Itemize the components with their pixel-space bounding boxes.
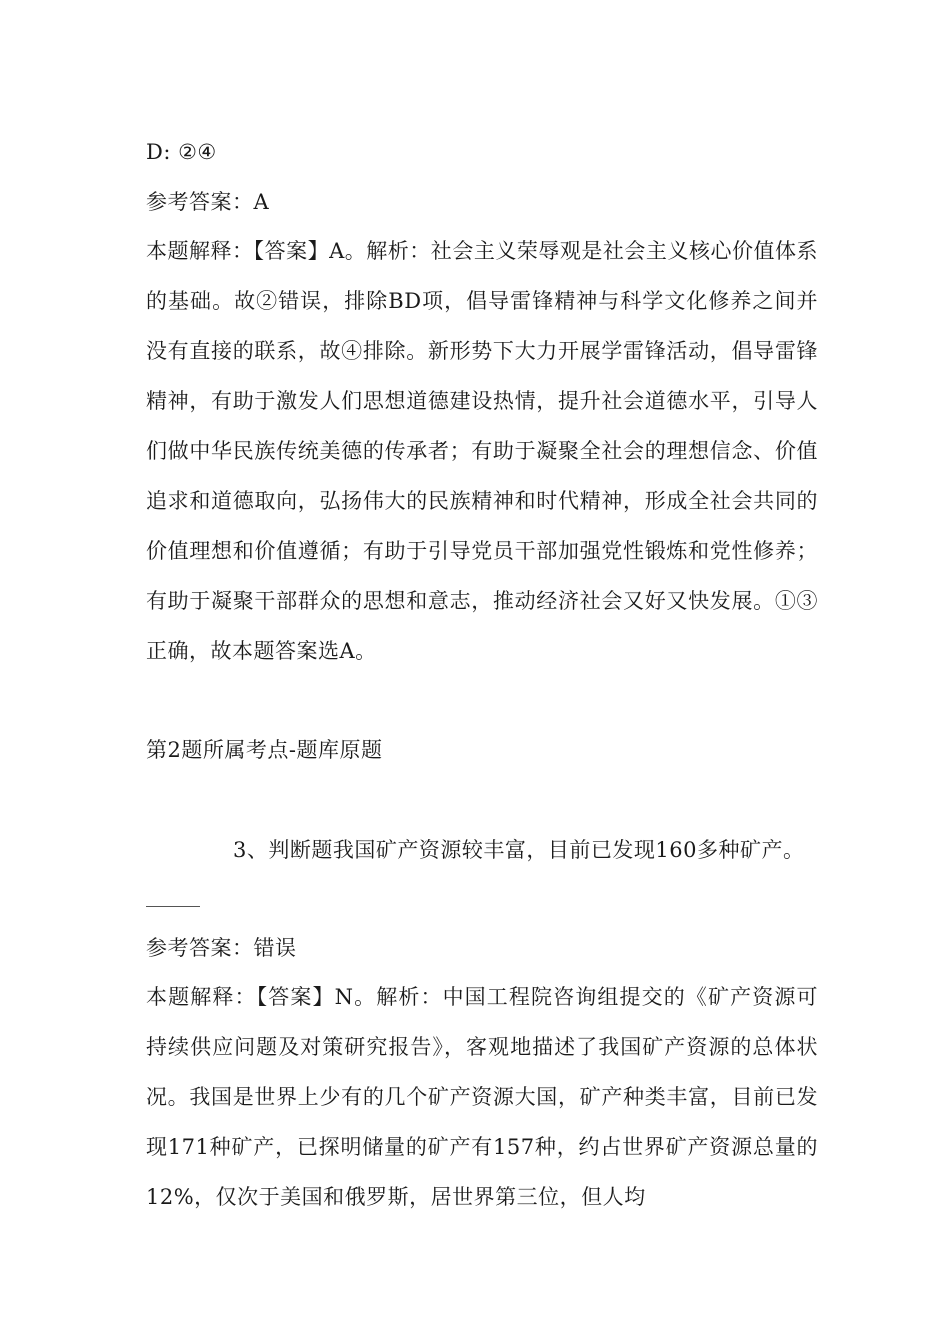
question-3: 3、判断题我国矿产资源较丰富，目前已发现160多种矿产。: [233, 838, 805, 862]
option-d: D: ②④: [146, 140, 217, 164]
answer-line-q3: 参考答案：错误: [146, 936, 297, 960]
answer-line-q1: 参考答案：A: [146, 190, 270, 214]
explanation-q3: 本题解释：【答案】N。解析：中国工程院咨询组提交的《矿产资源可持续供应问题及对策研究报告》，客观地描述了我国矿产资源的总体状况。我国是世界上少有的几个矿产资源大国，矿产种类丰富，目前已发现171种矿产，已探明储量的矿产有157种，约占世界矿产资源总量的12%，仅次于美国和俄罗斯，居世界第三位，但人均: [146, 985, 818, 1209]
section-note: 第2题所属考点-题库原题: [146, 738, 383, 762]
explanation-q1: 本题解释：【答案】A。解析：社会主义荣辱观是社会主义核心价值体系的基础。故②错误，排除BD项，倡导雷锋精神与科学文化修养之间并没有直接的联系，故④排除。新形势下大力开展学雷锋活动，倡导雷锋精神，有助于激发人们思想道德建设热情，提升社会道德水平，引导人们做中华民族传统美德的传承者；有助于凝聚全社会的理想信念、价值追求和道德取向，弘扬伟大的民族精神和时代精神，形成全社会共同的价值理想和价值遵循；有助于引导党员干部加强党性锻炼和党性修养；有助于凝聚干部群众的思想和意志，推动经济社会又好又快发展。①③正确，故本题答案选A。: [146, 239, 818, 663]
divider-rule: [146, 906, 200, 907]
